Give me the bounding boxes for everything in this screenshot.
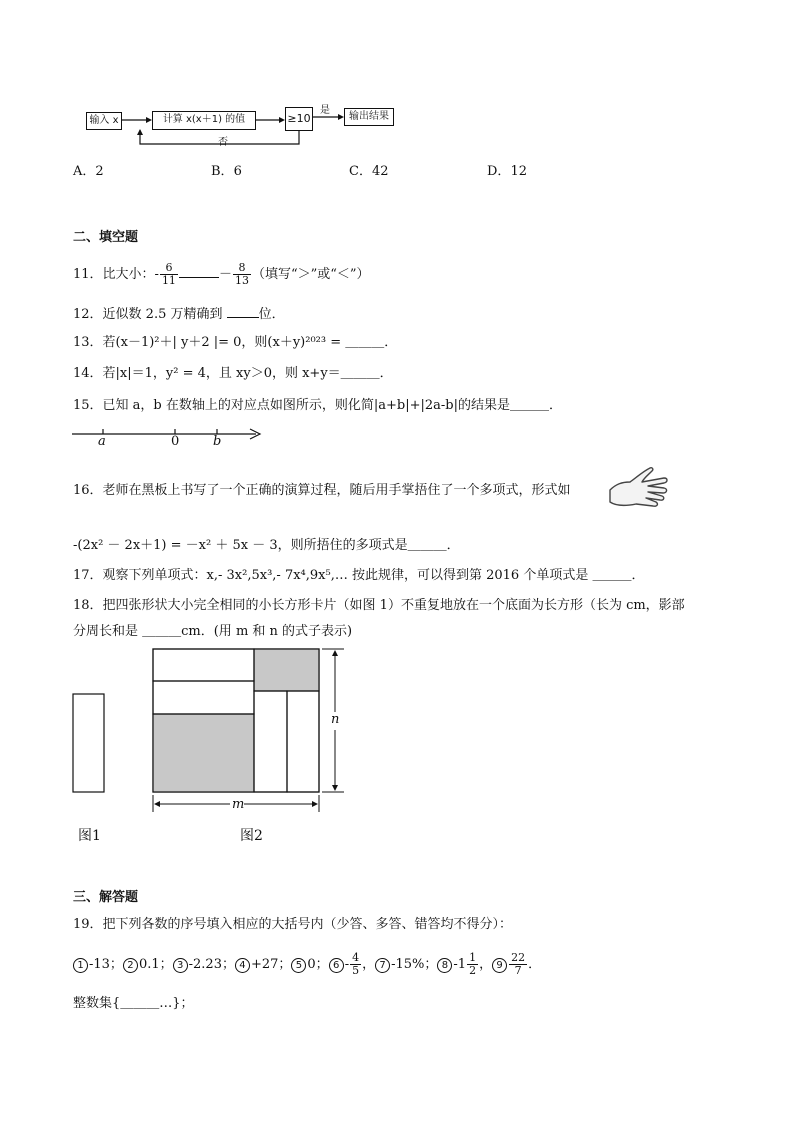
flow-condition-box: ≥10 (285, 107, 313, 131)
item-9: 9 $\frac{22}{7}$ ． (492, 957, 541, 972)
item-5: 5 0； (291, 957, 328, 972)
flow-no-label: 否 (218, 137, 228, 148)
label-n: n (331, 712, 340, 727)
item-7: 7 -15%； (375, 957, 437, 972)
flow-input-box: 输入 x (86, 112, 122, 130)
question-19: 19．把下列各数的序号填入相应的大括号内（少答、多答、错答均不得分）： (73, 917, 513, 932)
question-17: 17．观察下列单项式：x,- 3x²,5x³,- 7x⁴,9x⁵,… 按此规律，可以得到第 2016 个单项式是 ＿＿＿． (73, 568, 645, 583)
item-1: 1 -13； (73, 957, 123, 972)
label-m: m (232, 797, 245, 812)
flow-output-box: 输出结果 (344, 108, 394, 126)
question-16-line1: 16．老师在黑板上书写了一个正确的演算过程，随后用手掌捂住了一个多项式，形式如 (73, 483, 571, 498)
question-18-line2: 分周长和是 ＿＿＿cm．(用 m 和 n 的式子表示) (73, 624, 353, 639)
item-2: 2 0.1； (123, 957, 173, 972)
figure-1-caption: 图1 (78, 828, 101, 844)
question-12: 12．近似数 2.5 万精确到 位． (73, 303, 285, 325)
item-6: 6 - $\frac{4}{5}$ ， (329, 957, 375, 972)
flow-arrows (80, 100, 400, 150)
fraction-8-13: $\frac{8}{13}$ (234, 261, 249, 287)
figure-2-caption: 图2 (240, 828, 263, 844)
fraction-6-11: $\frac{6}{11}$ (161, 261, 176, 287)
number-line-label-a: a (98, 434, 106, 449)
question-11: 11．比大小：- $\frac{6}{11}$ － $\frac{8}{13}$ （填写“＞”或“＜”） (73, 261, 370, 287)
question-16-line2: -(2x² － 2x＋1) = －x² ＋ 5x － 3，则所捂住的多项式是＿＿＿． (73, 538, 460, 553)
question-13: 13．若(x－1)²＋| y＋2 |= 0，则(x＋y)²⁰²³ = ＿＿＿． (73, 335, 398, 350)
figure-rectangles (60, 640, 360, 820)
flow-compute-box: 计算 x(x＋1) 的值 (152, 111, 256, 130)
item-8: 8 -1 $\frac{1}{2}$ ， (437, 957, 492, 972)
option-d: D．12 (487, 164, 527, 179)
section-heading-fill-blank: 二、填空题 (73, 230, 139, 245)
question-19-items (73, 952, 541, 977)
hand-icon (606, 462, 670, 514)
option-c: C．42 (349, 164, 389, 179)
item-3: 3 -2.23； (173, 957, 235, 972)
number-line-label-zero: 0 (171, 434, 180, 449)
question-18-line1: 18．把四张形状大小完全相同的小长方形卡片（如图 1）不重复地放在一个底面为长方形（长为 cm，影部 (73, 598, 685, 613)
option-b: B．6 (211, 164, 242, 179)
integer-set-line: 整数集{＿＿＿…}； (73, 996, 194, 1011)
option-a: A．2 (73, 164, 104, 179)
flow-yes-label: 是 (320, 105, 330, 116)
item-4: 4 +27； (235, 957, 291, 972)
number-line-label-b: b (213, 434, 222, 449)
question-15: 15．已知 a，b 在数轴上的对应点如图所示，则化简|a+b|+|2a-b|的结果是＿＿＿． (73, 398, 562, 413)
section-heading-answer: 三、解答题 (73, 890, 139, 905)
question-14: 14．若|x|＝1，y² = 4，且 xy＞0，则 x+y＝＿＿＿． (73, 366, 393, 381)
